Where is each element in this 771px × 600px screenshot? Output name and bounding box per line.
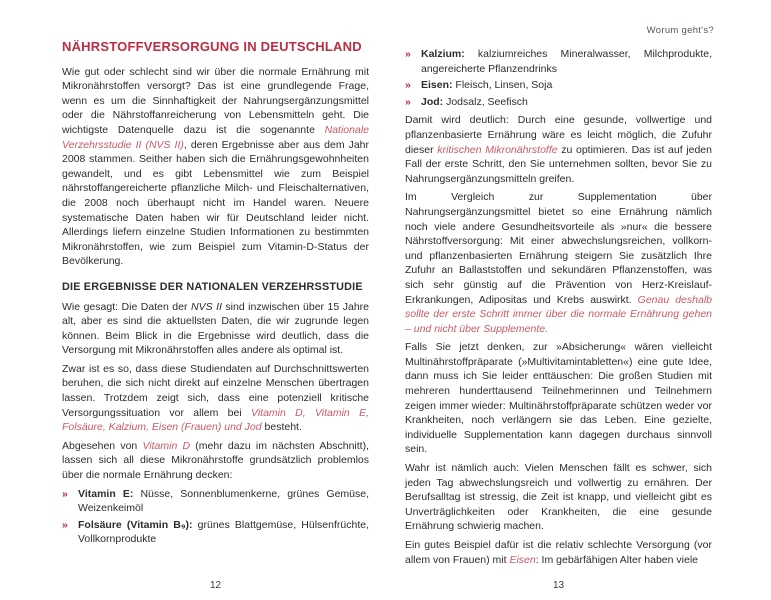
page-number-left: 12 [209,580,222,591]
bullet-marker: » [405,95,411,108]
paragraph: Falls Sie jetzt denken, zur »Absicherung« wären vielleicht Multinährstoffpräparate (»Multivitamintabletten«) eine gute Idee, dann muss ich Sie leider enttäuschen: Die großen Studien mit mehreren hunderttausend Teilnehmerinnen und Teilnehmern zeigen immer wieder: Multinährstoffpräparate schützen weder vor Krankheiten, noch verlängern sie das Leben. Eine gezielte, individuelle Supplementation kann dagegen durchaus sinnvoll sein. [405,341,712,456]
bullet-marker: » [62,518,68,531]
bullet-marker: » [405,79,411,92]
list-item [405,78,712,93]
paragraph-intro: Wie gut oder schlecht sind wir über die normale Ernährung mit Mikronährstoffen versorgt? Das ist eine grundlegende Frage, wenn es um die Sinnhaftigkeit der Nahrungsergänzungsmittel oder die Nährstoffanreicherung von Lebensmitteln geht. Die wichtigste Datenquelle dazu ist die sogenannte Nationale Verzehrsstudie II (NVS II), deren Ergebnisse aber aus dem Jahr 2008 stammen. Seither haben sich die Ernährungsgewohnheiten gewandelt, und es gibt Lebensmittel wie zum Beispiel nährstoffangereicherte pflanzliche Milch- und Fleischalternativen, die 2008 noch überhaupt nicht im Handel waren. Neuere systematische Daten haben wir für Deutschland leider nicht. Allerdings liefern einzelne Studien Informationen zu bestimmten Mikronährstoffen, wie zum Beispiel zum Vitamin-D-Status der Bevölkerung. [62,65,369,268]
paragraph: Wahr ist nämlich auch: Vielen Menschen fällt es schwer, sich jeden Tag abwechslungsreich und vollwertig zu ernähren. Der Berufsalltag ist stressig, die Zeit ist knapp, und vielleicht gibt es Unverträglichkeiten oder Krankheiten, die eine gesunde Ernährung schwierig machen. [405,462,712,533]
section-subheading: DIE ERGEBNISSE DER NATIONALEN VERZEHRSSTUDIE [62,280,363,293]
paragraph: Zwar ist es so, dass diese Studiendaten auf Durchschnittswerten beruhen, die sich nicht direkt auf einzelne Menschen übertragen lassen. Trotzdem zeigt sich, dass eine potenziell kritische Versorgungssituation vor allem bei Vitamin D, Vitamin E, Folsäure, Kalzium, Eisen (Frauen) und Jod besteht. [62,362,369,434]
list-item [405,47,712,76]
page-right [405,47,712,571]
list-item-text: Vitamin E: Nüsse, Sonnenblumenkerne, grünes Gemüse, Weizenkeimöl [78,487,370,515]
list-item [62,518,369,547]
nutrient-bullet-list [62,487,369,547]
paragraph: Abgesehen von Vitamin D (mehr dazu im nächsten Abschnitt), lassen sich all diese Mikronährstoffe grundsätzlich problemlos über die normale Ernährung decken: [62,439,369,482]
list-item-text: Eisen: Fleisch, Linsen, Soja [421,79,553,92]
bullet-marker: » [62,487,68,500]
chapter-heading: NÄHRSTOFFVERSORGUNG IN DEUTSCHLAND [62,39,362,54]
list-item-text: Folsäure (Vitamin B₉): grünes Blattgemüse, Hülsenfrüchte, Vollkornprodukte [78,518,369,546]
nutrient-bullet-list [405,47,712,109]
page-left [62,40,369,551]
bullet-marker: » [405,48,411,60]
running-header: Worum geht's? [646,25,714,36]
list-item [62,487,369,516]
paragraph: Wie gesagt: Die Daten der NVS II sind inzwischen über 15 Jahre alt, aber es sind die aktuellsten Daten, die wir zugrunde legen können. Beim Blick in die Ergebnisse wird deutlich, dass die Versorgung mit Mikronährstoffen alles andere als optimal ist. [62,300,370,357]
paragraph: Damit wird deutlich: Durch eine gesunde, vollwertige und pflanzenbasierte Ernährung wäre es leicht möglich, die Zufuhr dieser kritischen Mikronährstoffe zu optimieren. Das ist auf jeden Fall der erste Schritt, den Sie unternehmen sollten, bevor Sie zu Nahrungsergänzungsmitteln greifen. [405,114,712,185]
list-item-text: Jod: Jodsalz, Seefisch [421,95,528,108]
paragraph: Ein gutes Beispiel dafür ist die relativ schlechte Versorgung (vor allem von Frauen) mit Eisen: Im gebärfähigen Alter haben viele [405,539,712,566]
paragraph: Im Vergleich zur Supplementation über Nahrungsergänzungsmittel bietet so eine Ernährung nämlich noch viele andere Gesundheitsvorteile als »nur« die bessere Nährstoffversorgung: Mit einer abwechslungsreichen, vollkorn- und pflanzenbasierten Ernährung steigern Sie zusätzlich Ihre Zufuhr an Ballaststoffen und sekundären Pflanzenstoffen, was sich sehr günstig auf die Prävention von Herz-Kreislauf-Erkrankungen, Adipositas und Krebs auswirkt. Genau deshalb sollte der erste Schritt immer über die normale Ernährung gehen – und nicht über Supplemente. [405,191,712,335]
page-number-right: 13 [552,580,565,591]
list-item [405,95,712,110]
list-item-text: Kalzium: kalziumreiches Mineralwasser, Milchprodukte, angereicherte Pflanzendrinks [421,48,712,75]
